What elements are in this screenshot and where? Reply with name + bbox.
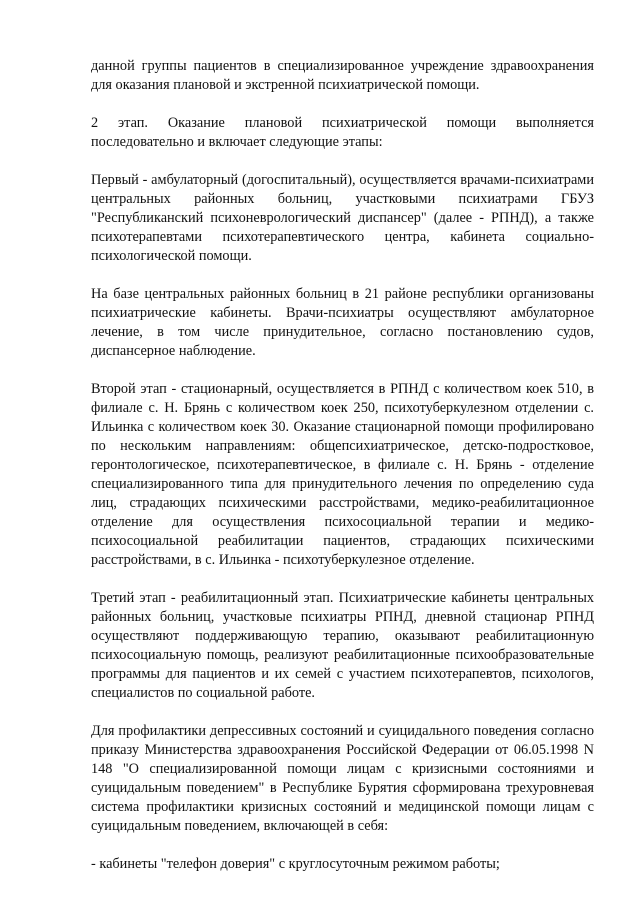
document-page [91, 57, 594, 893]
paragraph-continuation: данной группы пациентов в специализированное учреждение здравоохранения для оказания плановой и экстренной психиатрической помощи. [91, 58, 594, 93]
paragraph-first-stage: Первый - амбулаторный (догоспитальный), осуществляется врачами-психиатрами центральных районных больниц, участковыми психиатрами ГБУЗ "Республиканский психоневрологический диспансер" (далее - РПНД), а также психотерапевтами психотерапевтического центра, кабинета социально-психологической помощи. [91, 172, 594, 264]
paragraph-second-stage: Второй этап - стационарный, осуществляется в РПНД с количеством коек 510, в филиале с. Н. Брянь с количеством коек 250, психотуберкулезном отделении с. Ильинка с количеством коек 30. Оказание стационарной помощи профилировано по нескольким направлениям: общепсихиатрическое, детско-подростковое, геронтологическое, психотерапевтическое, в филиале с. Н. Брянь - отделение специализированного типа для принудительного лечения по определению суда лиц, страдающих психическими расстройствами, медико-реабилитационное отделение для осуществления психосоциальной терапии и медико-психосоциальной реабилитации пациентов, страдающих психическими расстройствами, в с. Ильинка - психотуберкулезное отделение. [91, 381, 594, 568]
paragraph-district-hospitals: На базе центральных районных больниц в 21 районе республики организованы психиатрические кабинеты. Врачи-психиатры осуществляют амбулаторное лечение, в том числе принудительное, согласно постановлению судов, диспансерное наблюдение. [91, 286, 594, 359]
paragraph-stage-2: 2 этап. Оказание плановой психиатрической помощи выполняется последовательно и включает следующие этапы: [91, 115, 594, 150]
paragraph-third-stage: Третий этап - реабилитационный этап. Психиатрические кабинеты центральных районных больниц, участковые психиатры РПНД, дневной стационар РПНД осуществляют поддерживающую терапию, оказывают реабилитационную психосоциальную помощь, реализуют реабилитационные психообразовательные программы для пациентов и их семей с участием психотерапевтов, психологов, специалистов по социальной работе. [91, 590, 594, 701]
list-item-hotline: - кабинеты "телефон доверия" с круглосуточным режимом работы; [91, 856, 500, 872]
paragraph-prevention: Для профилактики депрессивных состояний и суицидального поведения согласно приказу Министерства здравоохранения Российской Федерации от 06.05.1998 N 148 "О специализированной помощи лицам с кризисными состояниями и суицидальным поведением" в Республике Бурятия сформирована трехуровневая система профилактики кризисных состояний и медицинской помощи лицам с суицидальным поведением, включающей в себя: [91, 723, 594, 834]
